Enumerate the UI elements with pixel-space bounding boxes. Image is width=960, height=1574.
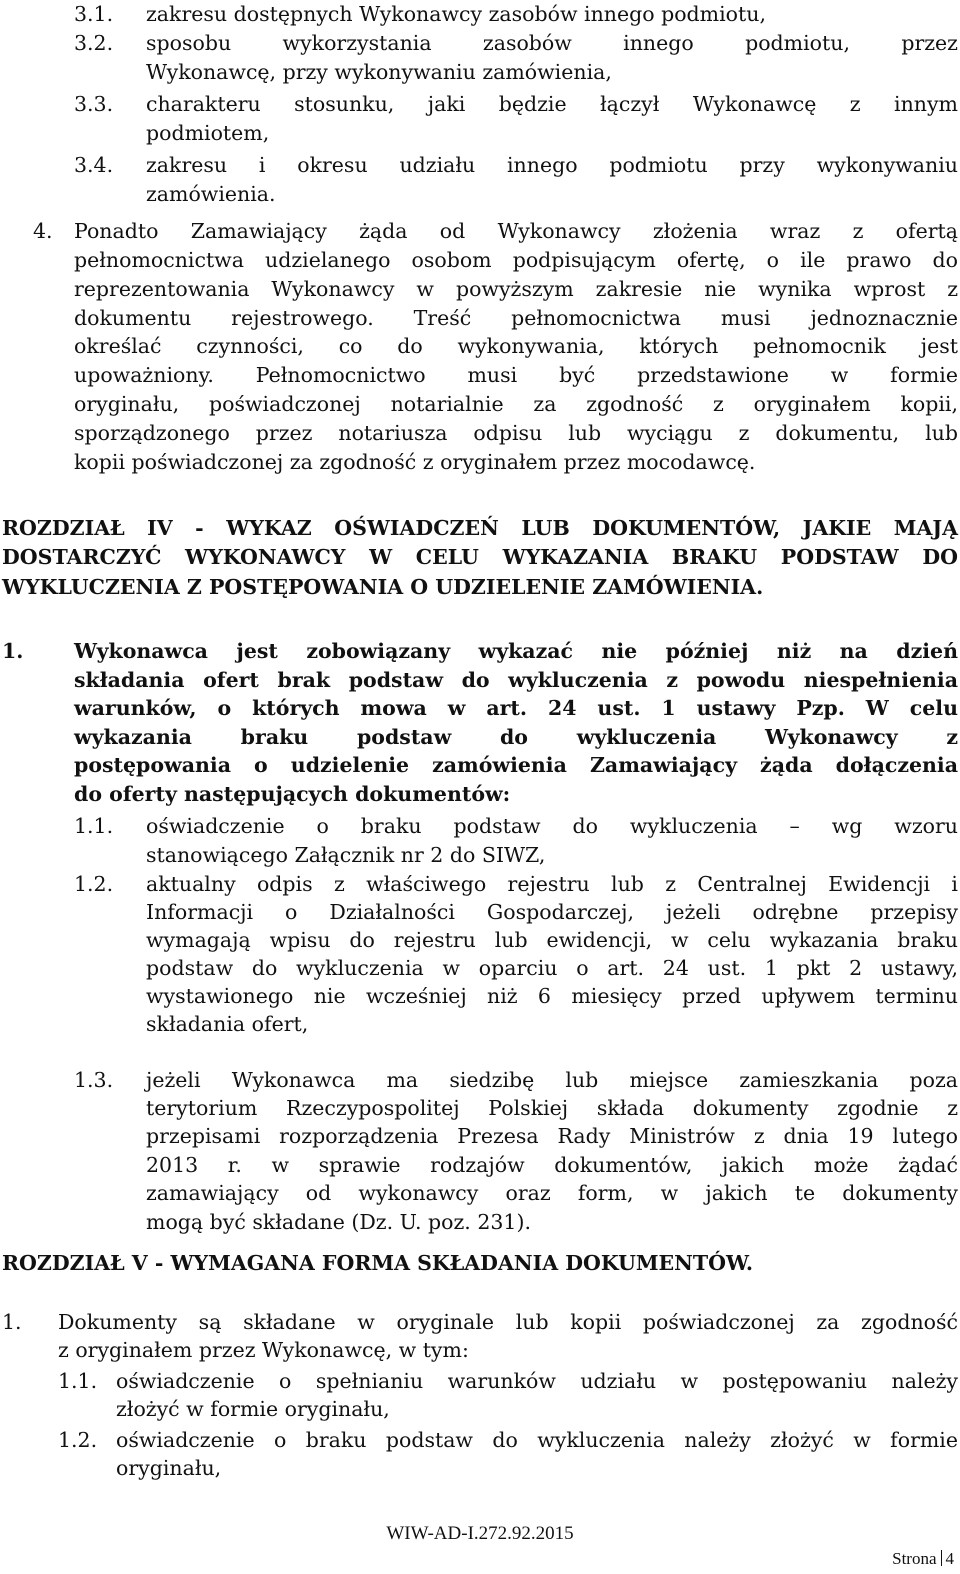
line-text: zamówienia. bbox=[146, 182, 276, 206]
list-number: 3.4. bbox=[74, 153, 114, 177]
page-number bbox=[892, 1548, 954, 1570]
text-line bbox=[0, 954, 960, 983]
line-text: zakresu dostępnych Wykonawcy zasobów innego podmiotu, bbox=[146, 2, 766, 26]
line-text: ROZDZIAŁ V - WYMAGANA FORMA SKŁADANIA DOKUMENTÓW. bbox=[2, 1251, 753, 1275]
line-text: oryginału, bbox=[116, 1456, 222, 1480]
text-line bbox=[0, 694, 960, 723]
text-line bbox=[0, 1094, 960, 1123]
text-line bbox=[0, 870, 960, 899]
text-line bbox=[0, 1208, 960, 1237]
line-text: określać czynności, co do wykonywania, których pełnomocnik jest bbox=[74, 334, 958, 358]
text-line bbox=[0, 1151, 960, 1180]
list-number: 1.2. bbox=[74, 872, 114, 896]
line-text: terytorium Rzeczypospolitej Polskiej składa dokumenty zgodnie z bbox=[146, 1096, 958, 1120]
text-line bbox=[0, 1336, 960, 1365]
line-text: wystawionego nie wcześniej niż 6 miesięcy przed upływem terminu bbox=[146, 984, 958, 1008]
line-text: Wykonawca jest zobowiązany wykazać nie później niż na dzień bbox=[74, 639, 958, 663]
text-line bbox=[0, 1454, 960, 1483]
text-line bbox=[0, 304, 960, 333]
chapter-heading-line bbox=[0, 514, 960, 543]
text-line bbox=[0, 666, 960, 695]
list-number: 4. bbox=[33, 219, 53, 243]
line-text: aktualny odpis z właściwego rejestru lub z Centralnej Ewidencji i bbox=[146, 872, 958, 896]
text-line bbox=[0, 90, 960, 119]
document-reference-number: WIW-AD-I.272.92.2015 bbox=[386, 1523, 574, 1544]
line-text: sposobu wykorzystania zasobów innego podmiotu, przez bbox=[146, 31, 958, 55]
line-text: DOSTARCZYĆ WYKONAWCY W CELU WYKAZANIA BRAKU PODSTAW DO bbox=[2, 545, 958, 569]
list-number: 1.1. bbox=[58, 1369, 98, 1393]
line-text: stanowiącego Załącznik nr 2 do SIWZ, bbox=[146, 843, 546, 867]
line-text: oświadczenie o spełnianiu warunków udziału w postępowaniu należy bbox=[116, 1369, 958, 1393]
line-text: do oferty następujących dokumentów: bbox=[74, 782, 511, 806]
text-line bbox=[0, 1122, 960, 1151]
line-text: zamawiający od wykonawcy oraz form, w jakich te dokumenty bbox=[146, 1181, 958, 1205]
chapter-heading-line bbox=[0, 1249, 960, 1278]
text-line bbox=[0, 0, 960, 29]
text-line bbox=[0, 723, 960, 752]
line-text: wymagają wpisu do rejestru lub ewidencji, w celu wykazania braku bbox=[146, 928, 958, 952]
line-text: Ponadto Zamawiający żąda od Wykonawcy złożenia wraz z ofertą bbox=[74, 219, 958, 243]
line-text: Wykonawcę, przy wykonywaniu zamówienia, bbox=[146, 60, 612, 84]
line-text: pełnomocnictwa udzielanego osobom podpisującym ofertę, o ile prawo do bbox=[74, 248, 958, 272]
line-text: postępowania o udzielenie zamówienia Zamawiający żąda dołączenia bbox=[74, 753, 958, 777]
text-line bbox=[0, 180, 960, 209]
line-text: zakresu i okresu udziału innego podmiotu przy wykonywaniu bbox=[146, 153, 958, 177]
list-number: 1. bbox=[2, 1310, 22, 1334]
text-line bbox=[0, 119, 960, 148]
text-line bbox=[0, 1179, 960, 1208]
line-text: składania ofert brak podstaw do wykluczenia z powodu niespełnienia bbox=[74, 668, 958, 692]
line-text: z oryginałem przez Wykonawcę, w tym: bbox=[58, 1338, 469, 1362]
text-line bbox=[0, 1367, 960, 1396]
page-number-value: 4 bbox=[945, 1549, 954, 1568]
line-text: oryginału, poświadczonej notarialnie za zgodność z oryginałem kopii, bbox=[74, 392, 958, 416]
line-text: kopii poświadczonej za zgodność z oryginałem przez mocodawcę. bbox=[74, 450, 756, 474]
line-text: charakteru stosunku, jaki będzie łączył Wykonawcę z innym bbox=[146, 92, 958, 116]
text-line bbox=[0, 637, 960, 666]
text-line bbox=[0, 390, 960, 419]
line-text: jeżeli Wykonawca ma siedzibę lub miejsce zamieszkania poza bbox=[146, 1068, 958, 1092]
text-line bbox=[0, 898, 960, 927]
text-line bbox=[0, 1426, 960, 1455]
text-line bbox=[0, 841, 960, 870]
line-text: wykazania braku podstaw do wykluczenia Wykonawcy z bbox=[74, 725, 958, 749]
line-text: warunków, o których mowa w art. 24 ust. 1 ustawy Pzp. W celu bbox=[74, 696, 958, 720]
text-line bbox=[0, 332, 960, 361]
line-text: upoważniony. Pełnomocnictwo musi być przedstawione w formie bbox=[74, 363, 958, 387]
text-line bbox=[0, 1010, 960, 1039]
list-number: 3.1. bbox=[74, 2, 114, 26]
text-line bbox=[0, 812, 960, 841]
line-text: podstaw do wykluczenia w oparciu o art. 24 ust. 1 pkt 2 ustawy, bbox=[146, 956, 958, 980]
line-text: mogą być składane (Dz. U. poz. 231). bbox=[146, 1210, 531, 1234]
line-text: oświadczenie o braku podstaw do wykluczenia – wg wzoru bbox=[146, 814, 958, 838]
text-line bbox=[0, 982, 960, 1011]
text-line bbox=[0, 448, 960, 477]
line-text: reprezentowania Wykonawcy w powyższym zakresie nie wynika wprost z bbox=[74, 277, 958, 301]
line-text: Dokumenty są składane w oryginale lub kopii poświadczonej za zgodność bbox=[58, 1310, 958, 1334]
text-line bbox=[0, 246, 960, 275]
text-line bbox=[0, 275, 960, 304]
line-text: dokumentu rejestrowego. Treść pełnomocnictwa musi jednoznacznie bbox=[74, 306, 958, 330]
text-line bbox=[0, 419, 960, 448]
line-text: oświadczenie o braku podstaw do wykluczenia należy złożyć w formie bbox=[116, 1428, 958, 1452]
line-text: WYKLUCZENIA Z POSTĘPOWANIA O UDZIELENIE ZAMÓWIENIA. bbox=[2, 575, 764, 599]
text-line bbox=[0, 361, 960, 390]
text-line bbox=[0, 1308, 960, 1337]
page-separator bbox=[941, 1550, 942, 1566]
text-line bbox=[0, 29, 960, 58]
chapter-heading-line bbox=[0, 543, 960, 572]
text-line bbox=[0, 780, 960, 809]
list-number: 1.1. bbox=[74, 814, 114, 838]
list-number: 1.3. bbox=[74, 1068, 114, 1092]
line-text: złożyć w formie oryginału, bbox=[116, 1397, 390, 1421]
text-line bbox=[0, 1066, 960, 1095]
list-number: 1. bbox=[2, 639, 24, 663]
line-text: przepisami rozporządzenia Prezesa Rady Ministrów z dnia 19 lutego bbox=[146, 1124, 958, 1148]
text-line bbox=[0, 926, 960, 955]
line-text: podmiotem, bbox=[146, 121, 270, 145]
line-text: ROZDZIAŁ IV - WYKAZ OŚWIADCZEŃ LUB DOKUMENTÓW, JAKIE MAJĄ bbox=[2, 516, 958, 540]
list-number: 1.2. bbox=[58, 1428, 98, 1452]
chapter-heading-line bbox=[0, 573, 960, 602]
text-line bbox=[0, 751, 960, 780]
list-number: 3.2. bbox=[74, 31, 114, 55]
list-number: 3.3. bbox=[74, 92, 114, 116]
text-line bbox=[0, 1395, 960, 1424]
line-text: sporządzonego przez notariusza odpisu lub wyciągu z dokumentu, lub bbox=[74, 421, 958, 445]
text-line bbox=[0, 217, 960, 246]
line-text: 2013 r. w sprawie rodzajów dokumentów, jakich może żądać bbox=[146, 1153, 958, 1177]
line-text: Informacji o Działalności Gospodarczej, jeżeli odrębne przepisy bbox=[146, 900, 958, 924]
line-text: składania ofert, bbox=[146, 1012, 309, 1036]
text-line bbox=[0, 151, 960, 180]
text-line bbox=[0, 58, 960, 87]
page-label: Strona bbox=[892, 1549, 937, 1568]
